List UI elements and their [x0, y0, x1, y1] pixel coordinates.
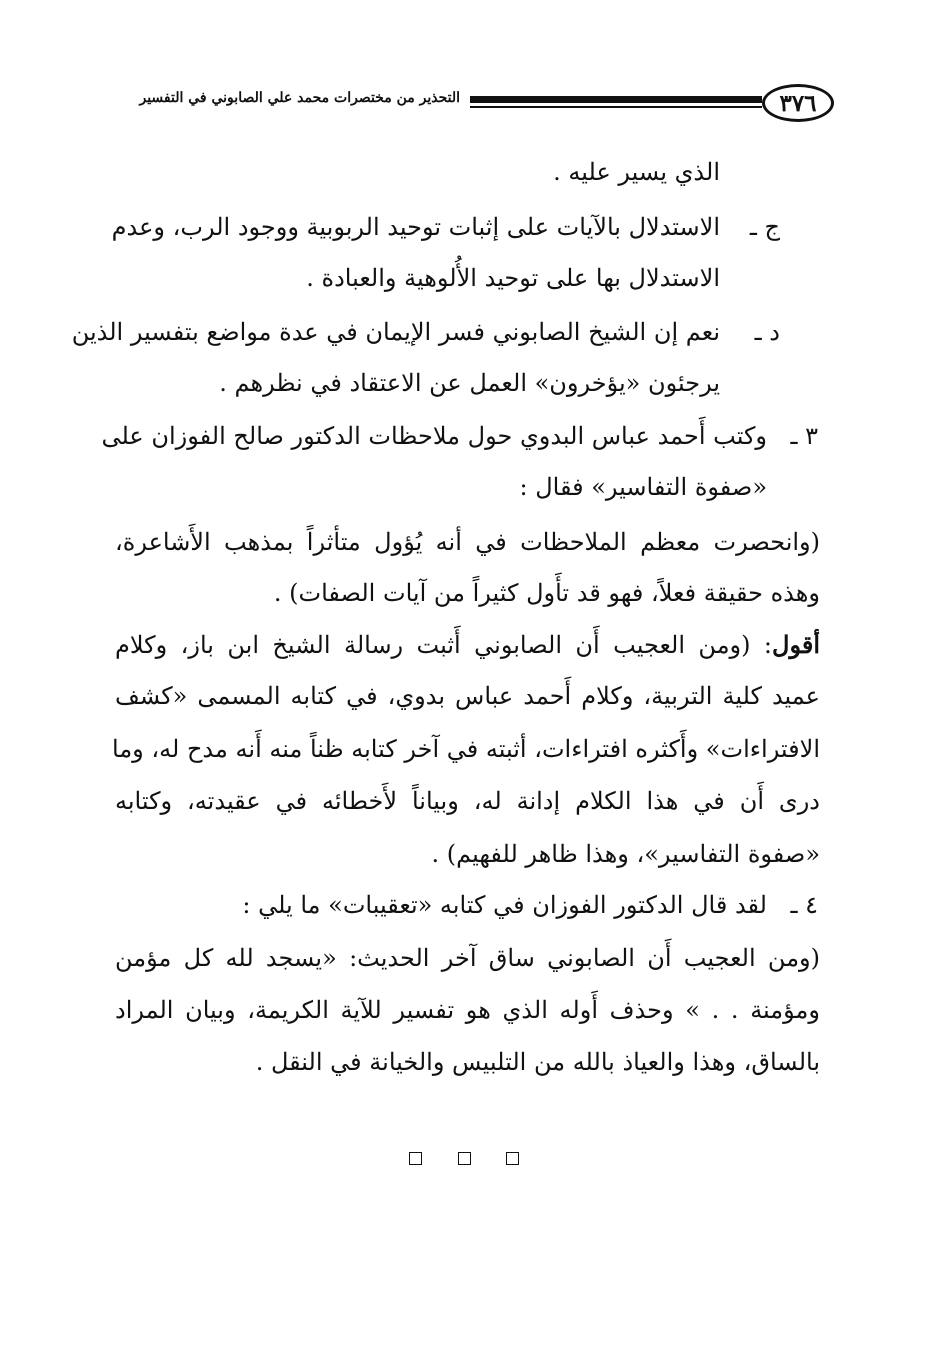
- aqul-rest: : (ومن العجيب أَن الصابوني أَثبت رسالة الشيخ ابن باز، وكلام: [115, 631, 773, 659]
- header-rule: [470, 96, 762, 110]
- list-marker: ٤ ـ: [790, 891, 818, 919]
- body-line: وكتب أَحمد عباس البدوي حول ملاحظات الدكتور صالح الفوزان على: [101, 422, 767, 450]
- body-line: (وانحصرت معظم الملاحظات في أنه يُؤول متأثراً بمذهب الأَشاعرة،: [115, 528, 820, 556]
- header-rule-thin: [470, 106, 762, 108]
- body-line: نعم إن الشيخ الصابوني فسر الإيمان في عدة مواضع بتفسير الذين: [71, 318, 720, 346]
- body-line: «صفوة التفاسير»، وهذا ظاهر للفهيم) .: [431, 840, 820, 868]
- end-square-icon: [409, 1152, 422, 1165]
- body-line: عميد كلية التربية، وكلام أَحمد عباس بدوي، في كتابه المسمى «كشف: [115, 682, 820, 710]
- header-rule-thick: [470, 96, 762, 103]
- aqul-lead: أقول: [772, 630, 820, 659]
- running-title: التحذير من مختصرات محمد علي الصابوني في التفسير: [139, 90, 460, 106]
- body-line: الاستدلال بالآيات على إثبات توحيد الربوبية ووجود الرب، وعدم: [111, 213, 720, 241]
- body-line: الافتراءات» وأَكثره افتراءات، أثبته في آخر كتابه ظناً منه أَنه مدح له، وما: [112, 735, 820, 763]
- body-line: ومؤمنة . . » وحذف أَوله الذي هو تفسير للآية الكريمة، وبيان المراد: [115, 996, 820, 1024]
- body-line: لقد قال الدكتور الفوزان في كتابه «تعقيبات» ما يلي :: [242, 891, 767, 919]
- body-line: يرجئون «يؤخرون» العمل عن الاعتقاد في نظرهم .: [219, 369, 720, 397]
- body-line: (ومن العجيب أَن الصابوني ساق آخر الحديث: «يسجد لله كل مؤمن: [115, 944, 821, 972]
- list-marker: ج ـ: [749, 213, 780, 241]
- list-marker: د ـ: [754, 318, 780, 346]
- end-square-icon: [506, 1152, 519, 1165]
- body-line: الاستدلال بها على توحيد الأُلوهية والعبادة .: [306, 264, 720, 292]
- body-line: [115, 630, 820, 659]
- section-end-marks: [409, 1152, 519, 1170]
- page-number: ٣٧٦: [762, 84, 834, 122]
- end-square-icon: [458, 1152, 471, 1165]
- list-marker: ٣ ـ: [790, 422, 818, 450]
- body-line: درى أَن في هذا الكلام إدانة له، وبياناً لأَخطائه في عقيدته، وكتابه: [115, 787, 820, 815]
- body-line: «صفوة التفاسير» فقال :: [519, 473, 767, 501]
- body-line: وهذه حقيقة فعلاً، فهو قد تأَول كثيراً من آيات الصفات) .: [273, 579, 820, 607]
- body-line: بالساق، وهذا والعياذ بالله من التلبيس والخيانة في النقل .: [255, 1048, 820, 1076]
- body-line: الذي يسير عليه .: [553, 158, 720, 186]
